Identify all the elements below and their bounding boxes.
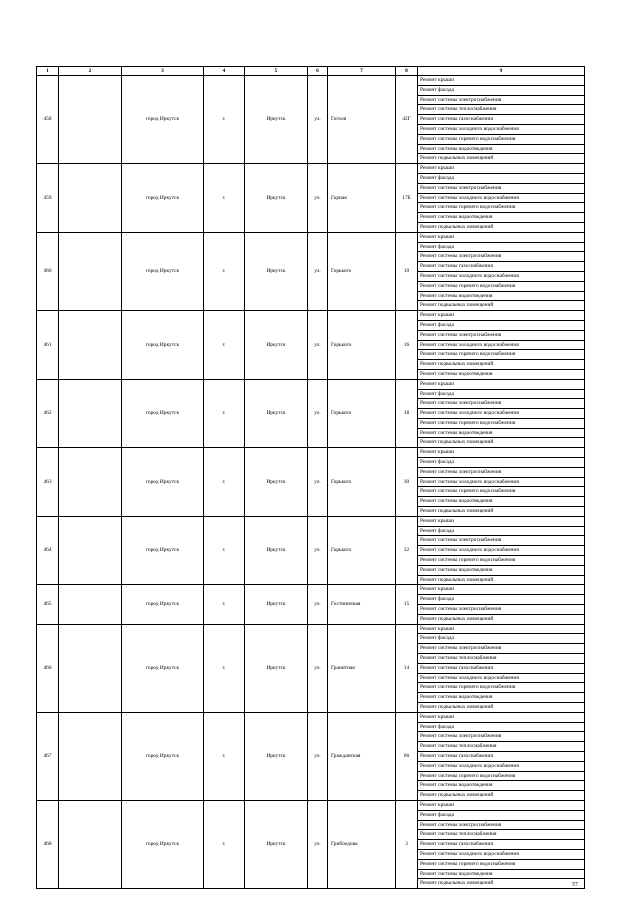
header-cell: 4 — [204, 67, 245, 76]
work-item: Ремонт крыши — [418, 448, 585, 458]
settlement-name: Иркутск — [245, 232, 308, 310]
work-item: Ремонт системы водоотведения — [418, 213, 585, 223]
municipality: город Иркутск — [122, 164, 204, 233]
blank-cell — [59, 164, 122, 233]
house-number: 3 — [396, 800, 418, 888]
settlement-type: г. — [204, 516, 245, 585]
blank-cell — [59, 712, 122, 800]
house-number: 16 — [396, 311, 418, 380]
work-item: Ремонт системы холодного водоснабжения — [418, 340, 585, 350]
settlement-type: г. — [204, 164, 245, 233]
register-table-body — [37, 67, 585, 889]
work-item: Ремонт фасада — [418, 526, 585, 536]
street-type: ул. — [308, 712, 328, 800]
work-item: Ремонт системы водоотведения — [418, 144, 585, 154]
street-name: Гоголя — [328, 76, 396, 164]
blank-cell — [59, 232, 122, 310]
municipality: город Иркутск — [122, 311, 204, 380]
work-item: Ремонт системы электроснабжения — [418, 95, 585, 105]
table-row — [37, 624, 585, 634]
house-number: 10 — [396, 232, 418, 310]
municipality: город Иркутск — [122, 800, 204, 888]
work-item: Ремонт крыши — [418, 379, 585, 389]
header-cell: 5 — [245, 67, 308, 76]
work-item: Ремонт системы теплоснабжения — [418, 105, 585, 115]
work-item: Ремонт системы горячего водоснабжения — [418, 134, 585, 144]
work-item: Ремонт системы горячего водоснабжения — [418, 281, 585, 291]
header-row — [37, 67, 585, 76]
settlement-name: Иркутск — [245, 585, 308, 624]
street-name: Гражданская — [328, 712, 396, 800]
settlement-type: г. — [204, 585, 245, 624]
work-item: Ремонт системы водоотведения — [418, 869, 585, 879]
settlement-name: Иркутск — [245, 311, 308, 380]
work-item: Ремонт системы горячего водоснабжения — [418, 556, 585, 566]
street-type: ул. — [308, 585, 328, 624]
row-number: 466 — [37, 624, 59, 712]
street-type: ул. — [308, 448, 328, 517]
work-item: Ремонт системы водоотведения — [418, 693, 585, 703]
work-item: Ремонт подвальных помещений — [418, 791, 585, 801]
work-item: Ремонт крыши — [418, 516, 585, 526]
work-item: Ремонт системы теплоснабжения — [418, 830, 585, 840]
work-item: Ремонт системы электроснабжения — [418, 820, 585, 830]
blank-cell — [59, 516, 122, 585]
house-number: 66 — [396, 712, 418, 800]
settlement-type: г. — [204, 448, 245, 517]
house-number: 15 — [396, 585, 418, 624]
settlement-type: г. — [204, 311, 245, 380]
municipality: город Иркутск — [122, 516, 204, 585]
work-item: Ремонт системы электроснабжения — [418, 399, 585, 409]
work-item: Ремонт системы холодного водоснабжения — [418, 271, 585, 281]
work-item: Ремонт крыши — [418, 624, 585, 634]
street-name: Горького — [328, 516, 396, 585]
work-item: Ремонт крыши — [418, 76, 585, 86]
work-item: Ремонт фасада — [418, 320, 585, 330]
work-item: Ремонт подвальных помещений — [418, 438, 585, 448]
settlement-type: г. — [204, 800, 245, 888]
work-item: Ремонт системы водоотведения — [418, 428, 585, 438]
municipality: город Иркутск — [122, 624, 204, 712]
work-item: Ремонт системы холодного водоснабжения — [418, 673, 585, 683]
settlement-name: Иркутск — [245, 164, 308, 233]
street-name: Гранитная — [328, 624, 396, 712]
table-row — [37, 516, 585, 526]
work-item: Ремонт крыши — [418, 800, 585, 810]
work-item: Ремонт системы горячего водоснабжения — [418, 683, 585, 693]
work-item: Ремонт системы электроснабжения — [418, 605, 585, 615]
row-number: 464 — [37, 516, 59, 585]
street-type: ул. — [308, 800, 328, 888]
header-cell: 8 — [396, 67, 418, 76]
header-cell: 3 — [122, 67, 204, 76]
work-item: Ремонт системы теплоснабжения — [418, 742, 585, 752]
row-number: 465 — [37, 585, 59, 624]
work-item: Ремонт системы холодного водоснабжения — [418, 849, 585, 859]
header-cell: 9 — [418, 67, 585, 76]
work-item: Ремонт подвальных помещений — [418, 360, 585, 370]
work-item: Ремонт крыши — [418, 585, 585, 595]
work-item: Ремонт системы электроснабжения — [418, 644, 585, 654]
document-body — [36, 66, 584, 889]
table-row — [37, 379, 585, 389]
work-item: Ремонт системы электроснабжения — [418, 732, 585, 742]
page-number: 57 — [572, 882, 578, 888]
work-item: Ремонт системы электроснабжения — [418, 330, 585, 340]
work-item: Ремонт крыши — [418, 232, 585, 242]
work-item: Ремонт фасада — [418, 458, 585, 468]
work-item: Ремонт системы холодного водоснабжения — [418, 124, 585, 134]
municipality: город Иркутск — [122, 585, 204, 624]
house-number: 42Г — [396, 76, 418, 164]
work-item: Ремонт системы электроснабжения — [418, 467, 585, 477]
street-type: ул. — [308, 516, 328, 585]
work-item: Ремонт системы горячего водоснабжения — [418, 487, 585, 497]
settlement-name: Иркутск — [245, 448, 308, 517]
work-item: Ремонт фасада — [418, 173, 585, 183]
header-cell: 2 — [59, 67, 122, 76]
street-name: Горького — [328, 311, 396, 380]
work-item: Ремонт системы водоотведения — [418, 781, 585, 791]
row-number: 468 — [37, 800, 59, 888]
street-name: Грибоедова — [328, 800, 396, 888]
municipality: город Иркутск — [122, 232, 204, 310]
work-item: Ремонт системы газоснабжения — [418, 840, 585, 850]
street-name: Горького — [328, 379, 396, 448]
work-item: Ремонт крыши — [418, 164, 585, 174]
street-type: ул. — [308, 164, 328, 233]
work-item: Ремонт системы электроснабжения — [418, 536, 585, 546]
header-cell: 1 — [37, 67, 59, 76]
settlement-name: Иркутск — [245, 624, 308, 712]
work-item: Ремонт подвальных помещений — [418, 575, 585, 585]
street-name: Горького — [328, 448, 396, 517]
house-number: 30 — [396, 448, 418, 517]
settlement-type: г. — [204, 379, 245, 448]
table-row — [37, 712, 585, 722]
work-item: Ремонт системы холодного водоснабжения — [418, 546, 585, 556]
blank-cell — [59, 585, 122, 624]
work-item: Ремонт подвальных помещений — [418, 222, 585, 232]
settlement-type: г. — [204, 76, 245, 164]
blank-cell — [59, 800, 122, 888]
work-item: Ремонт системы водоотведения — [418, 565, 585, 575]
table-row — [37, 164, 585, 174]
blank-cell — [59, 624, 122, 712]
work-item: Ремонт подвальных помещений — [418, 154, 585, 164]
work-item: Ремонт фасада — [418, 722, 585, 732]
blank-cell — [59, 448, 122, 517]
settlement-name: Иркутск — [245, 76, 308, 164]
work-item: Ремонт подвальных помещений — [418, 703, 585, 713]
work-item: Ремонт системы газоснабжения — [418, 751, 585, 761]
work-item: Ремонт системы холодного водоснабжения — [418, 477, 585, 487]
work-item: Ремонт фасада — [418, 85, 585, 95]
municipality: город Иркутск — [122, 448, 204, 517]
header-cell: 6 — [308, 67, 328, 76]
house-number: 14 — [396, 624, 418, 712]
row-number: 467 — [37, 712, 59, 800]
work-item: Ремонт системы холодного водоснабжения — [418, 761, 585, 771]
municipality: город Иркутск — [122, 379, 204, 448]
work-item: Ремонт подвальных помещений — [418, 614, 585, 624]
work-item: Ремонт системы холодного водоснабжения — [418, 193, 585, 203]
work-item: Ремонт системы водоотведения — [418, 369, 585, 379]
blank-cell — [59, 311, 122, 380]
house-number: 18 — [396, 379, 418, 448]
street-type: ул. — [308, 379, 328, 448]
settlement-name: Иркутск — [245, 379, 308, 448]
row-number: 463 — [37, 448, 59, 517]
row-number: 460 — [37, 232, 59, 310]
register-table — [36, 66, 585, 889]
street-type: ул. — [308, 232, 328, 310]
work-item: Ремонт системы водоотведения — [418, 497, 585, 507]
table-row — [37, 800, 585, 810]
work-item: Ремонт системы горячего водоснабжения — [418, 418, 585, 428]
work-item: Ремонт подвальных помещений — [418, 879, 585, 889]
street-name: Гостиничная — [328, 585, 396, 624]
table-row — [37, 585, 585, 595]
street-name: Горная — [328, 164, 396, 233]
work-item: Ремонт системы водоотведения — [418, 291, 585, 301]
work-item: Ремонт системы газоснабжения — [418, 115, 585, 125]
settlement-name: Иркутск — [245, 516, 308, 585]
work-item: Ремонт системы электроснабжения — [418, 252, 585, 262]
work-item: Ремонт системы газоснабжения — [418, 262, 585, 272]
header-cell: 7 — [328, 67, 396, 76]
street-type: ул. — [308, 76, 328, 164]
row-number: 461 — [37, 311, 59, 380]
street-name: Горького — [328, 232, 396, 310]
house-number: 17Б — [396, 164, 418, 233]
work-item: Ремонт крыши — [418, 311, 585, 321]
table-row — [37, 311, 585, 321]
work-item: Ремонт фасада — [418, 389, 585, 399]
settlement-name: Иркутск — [245, 800, 308, 888]
blank-cell — [59, 76, 122, 164]
work-item: Ремонт фасада — [418, 242, 585, 252]
work-item: Ремонт фасада — [418, 810, 585, 820]
work-item: Ремонт системы электроснабжения — [418, 183, 585, 193]
settlement-type: г. — [204, 712, 245, 800]
table-row — [37, 232, 585, 242]
work-item: Ремонт подвальных помещений — [418, 301, 585, 311]
work-item: Ремонт системы горячего водоснабжения — [418, 350, 585, 360]
municipality: город Иркутск — [122, 712, 204, 800]
work-item: Ремонт подвальных помещений — [418, 507, 585, 517]
work-item: Ремонт фасада — [418, 595, 585, 605]
table-row — [37, 76, 585, 86]
settlement-type: г. — [204, 232, 245, 310]
house-number: 32 — [396, 516, 418, 585]
work-item: Ремонт системы горячего водоснабжения — [418, 203, 585, 213]
table-row — [37, 448, 585, 458]
settlement-type: г. — [204, 624, 245, 712]
work-item: Ремонт системы горячего водоснабжения — [418, 859, 585, 869]
work-item: Ремонт системы холодного водоснабжения — [418, 409, 585, 419]
street-type: ул. — [308, 311, 328, 380]
work-item: Ремонт крыши — [418, 712, 585, 722]
municipality: город Иркутск — [122, 76, 204, 164]
work-item: Ремонт фасада — [418, 634, 585, 644]
work-item: Ремонт системы газоснабжения — [418, 663, 585, 673]
row-number: 458 — [37, 76, 59, 164]
work-item: Ремонт системы горячего водоснабжения — [418, 771, 585, 781]
row-number: 462 — [37, 379, 59, 448]
row-number: 459 — [37, 164, 59, 233]
street-type: ул. — [308, 624, 328, 712]
blank-cell — [59, 379, 122, 448]
settlement-name: Иркутск — [245, 712, 308, 800]
work-item: Ремонт системы теплоснабжения — [418, 654, 585, 664]
